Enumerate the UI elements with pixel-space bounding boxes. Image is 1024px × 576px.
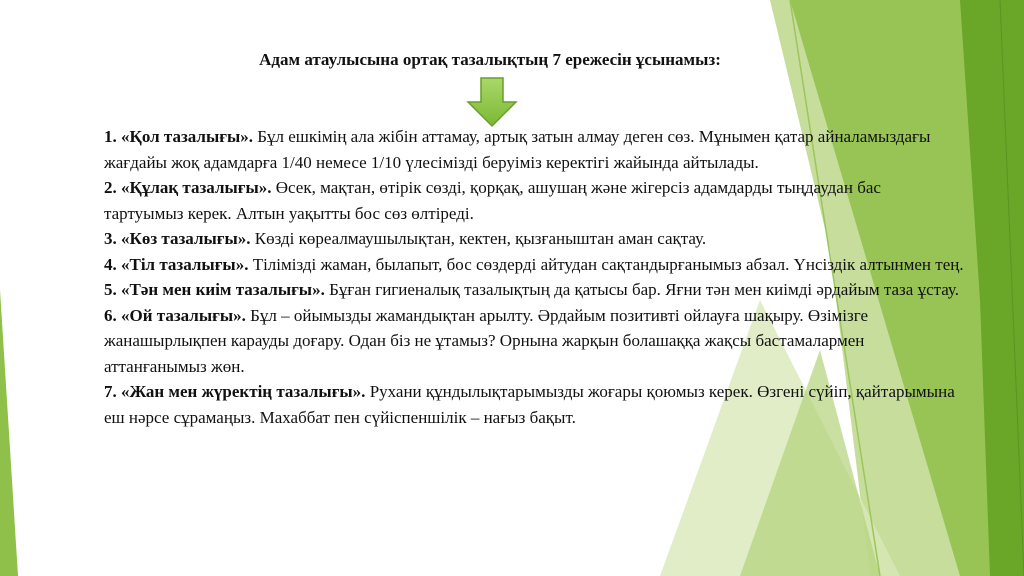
rule-text: Өсек, мақтан, өтірік сөзді, қорқақ, ашушаң және жігерсіз адамдарды тыңдаудан бас тартуымыз керек. Алтын уақытты бос сөз өлтіреді. <box>104 178 881 223</box>
rule-text: Бұған гигиеналық тазалықтың да қатысы бар. Яғни тән мен киімді әрдайым таза ұстау. <box>324 280 959 299</box>
rule-title: 6. «Ой тазалығы». <box>104 305 246 325</box>
rule-title: 4. «Тіл тазалығы». <box>104 254 249 274</box>
rule-item <box>104 379 964 430</box>
rule-title: 2. «Құлақ тазалығы». <box>104 178 272 197</box>
rule-text: Бұл ешкімің ала жібін аттамау, артық затын алмау деген сөз. Мұнымен қатар айналамыздағы жағдайы жоқ адамдарға 1/40 немесе 1/10 үлесімізді беруіміз керектігі жайында айтылады. <box>104 127 931 172</box>
rule-text: Бұл – ойымызды жамандықтан арылту. Әрдайым позитивті ойлауға шақыру. Өзімізге жанашырлықпен карауды доғару. Одан біз не ұтамыз? Орнына жарқын болашаққа жақсы бастамалармен аттанғанымыз жөн. <box>104 305 869 376</box>
down-arrow-icon <box>466 76 518 128</box>
left-green-triangle <box>0 0 20 576</box>
rule-text: Рухани құндылықтарымызды жоғары қоюмыз керек. Өзгені сүйіп, қайтарымына еш нәрсе сұрамаңыз. Махаббат пен сүйіспеншілік – нағыз бақыт. <box>104 382 955 427</box>
rules-list <box>104 124 964 430</box>
page-title: Адам атаулысына ортақ тазалықтың 7 ережесін ұсынамыз: <box>259 50 721 69</box>
left-triangle-shape <box>0 290 18 576</box>
rule-item <box>104 303 964 380</box>
rule-item <box>104 252 964 278</box>
rule-item <box>104 175 964 226</box>
rule-text: Көзді көреалмаушылықтан, кектен, қызғаныштан аман сақтау. <box>250 229 707 248</box>
rule-title: 5. «Тән мен киім тазалығы». <box>104 280 325 299</box>
rule-title: 1. «Қол тазалығы». <box>104 127 253 146</box>
rule-item <box>104 226 964 252</box>
rule-title: 3. «Көз тазалығы». <box>104 229 251 248</box>
rule-title: 7. «Жан мен жүректің тазалығы». <box>104 382 366 401</box>
rule-text: Тілімізді жаман, былапыт, бос сөздерді айтудан сақтандырғанымыз абзал. Үнсіздік алтынмен тең. <box>248 254 964 274</box>
rule-item <box>104 277 964 303</box>
rule-item <box>104 124 964 175</box>
